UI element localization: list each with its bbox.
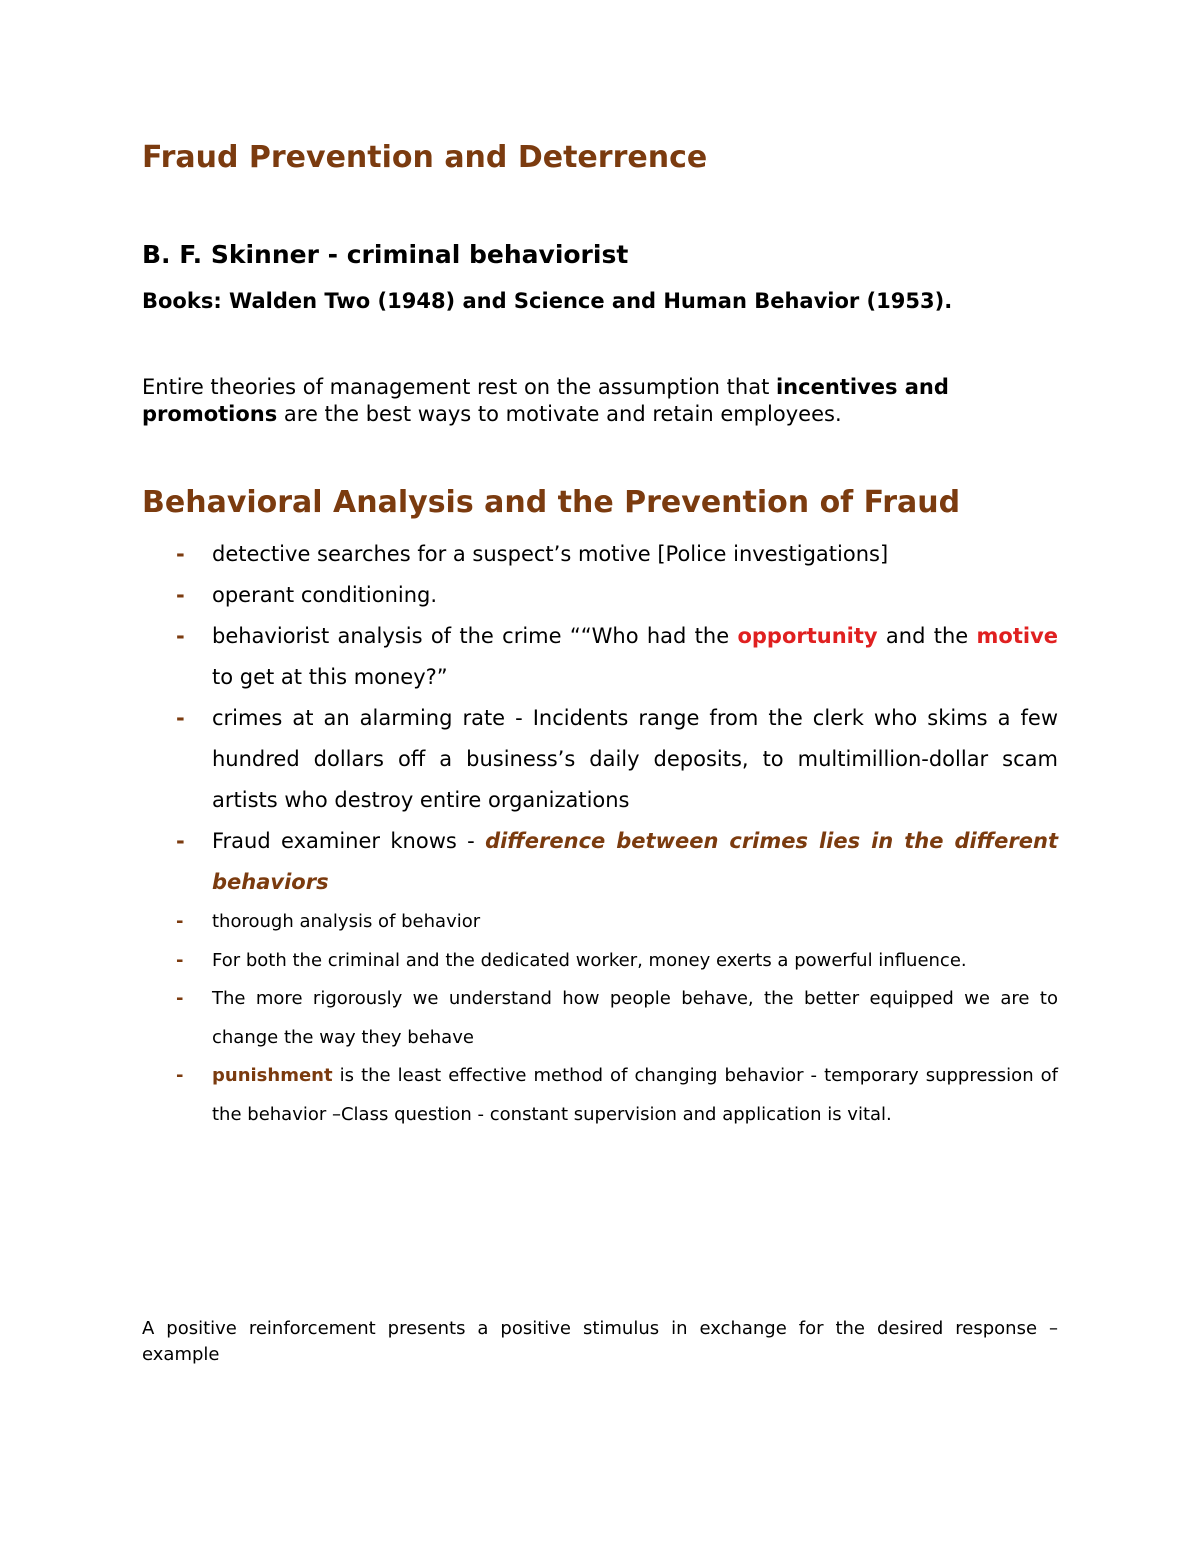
- bullet-item: [142, 575, 1058, 616]
- bullet-dash: -: [176, 988, 184, 1009]
- bullet-text: The more rigorously we understand how people behave, the better equipped we are to change the way they behave: [212, 988, 1058, 1048]
- intro-text-start: Entire theories of management rest on the assumption that: [142, 375, 776, 399]
- document-title: Fraud Prevention and Deterrence: [142, 140, 708, 175]
- bullet-dash: -: [176, 624, 185, 648]
- bullet-text: and the: [877, 624, 977, 648]
- section-heading: Behavioral Analysis and the Prevention of Fraud: [142, 485, 961, 520]
- bullet-text: to get at this money?”: [212, 665, 448, 689]
- author-line: B. F. Skinner - criminal behaviorist: [142, 240, 629, 269]
- bullet-dash: -: [176, 542, 185, 566]
- bullet-item: [142, 821, 1058, 903]
- bullet-text: behaviorist analysis of the crime ““Who had the: [212, 624, 738, 648]
- bullet-dash: -: [176, 1065, 184, 1086]
- bullet-item: [142, 698, 1058, 821]
- emphasis-punishment: punishment: [212, 1065, 333, 1086]
- bullet-text: crimes at an alarming rate - Incidents range from the clerk who skims a few hundred dollars off a business’s daily deposits, to multimillion-dollar scam artists who destroy entire organizations: [212, 706, 1058, 812]
- bullet-text: thorough analysis of behavior: [212, 911, 481, 932]
- bullet-dash: -: [176, 583, 185, 607]
- bullet-item: [142, 980, 1058, 1057]
- bullet-text: operant conditioning.: [212, 583, 438, 607]
- bullet-dash: -: [176, 706, 185, 730]
- bullet-text: is the least effective method of changing behavior - temporary suppression of the behavior –Class question - constant supervision and application is vital.: [212, 1065, 1058, 1125]
- closing-paragraph: A positive reinforcement presents a positive stimulus in exchange for the desired response – example: [142, 1318, 1058, 1365]
- books-line: Books: Walden Two (1948) and Science and Human Behavior (1953).: [142, 289, 953, 313]
- intro-text-end: are the best ways to motivate and retain employees.: [277, 402, 842, 426]
- bullet-text: For both the criminal and the dedicated worker, money exerts a powerful influence.: [212, 949, 967, 971]
- emphasis-opportunity: opportunity: [737, 624, 878, 648]
- emphasis-different-behaviors: difference between crimes lies in the different behaviors: [212, 829, 1058, 894]
- bullet-text: Fraud examiner knows -: [212, 829, 486, 853]
- bullet-item: [142, 616, 1058, 698]
- bullet-dash: -: [176, 949, 184, 971]
- intro-bold-phrase: incentives and promotions: [142, 375, 949, 426]
- bullet-dash: -: [176, 829, 185, 853]
- bullet-text: detective searches for a suspect’s motive [Police investigations]: [212, 542, 889, 566]
- bullet-item: [142, 903, 1058, 942]
- bullet-dash: -: [176, 911, 184, 932]
- emphasis-motive: motive: [976, 624, 1059, 648]
- bullet-item: [142, 942, 1058, 981]
- bullet-list: [142, 534, 1058, 1134]
- bullet-item: [142, 1057, 1058, 1134]
- intro-paragraph: [142, 374, 1058, 428]
- bullet-item: [142, 534, 1058, 575]
